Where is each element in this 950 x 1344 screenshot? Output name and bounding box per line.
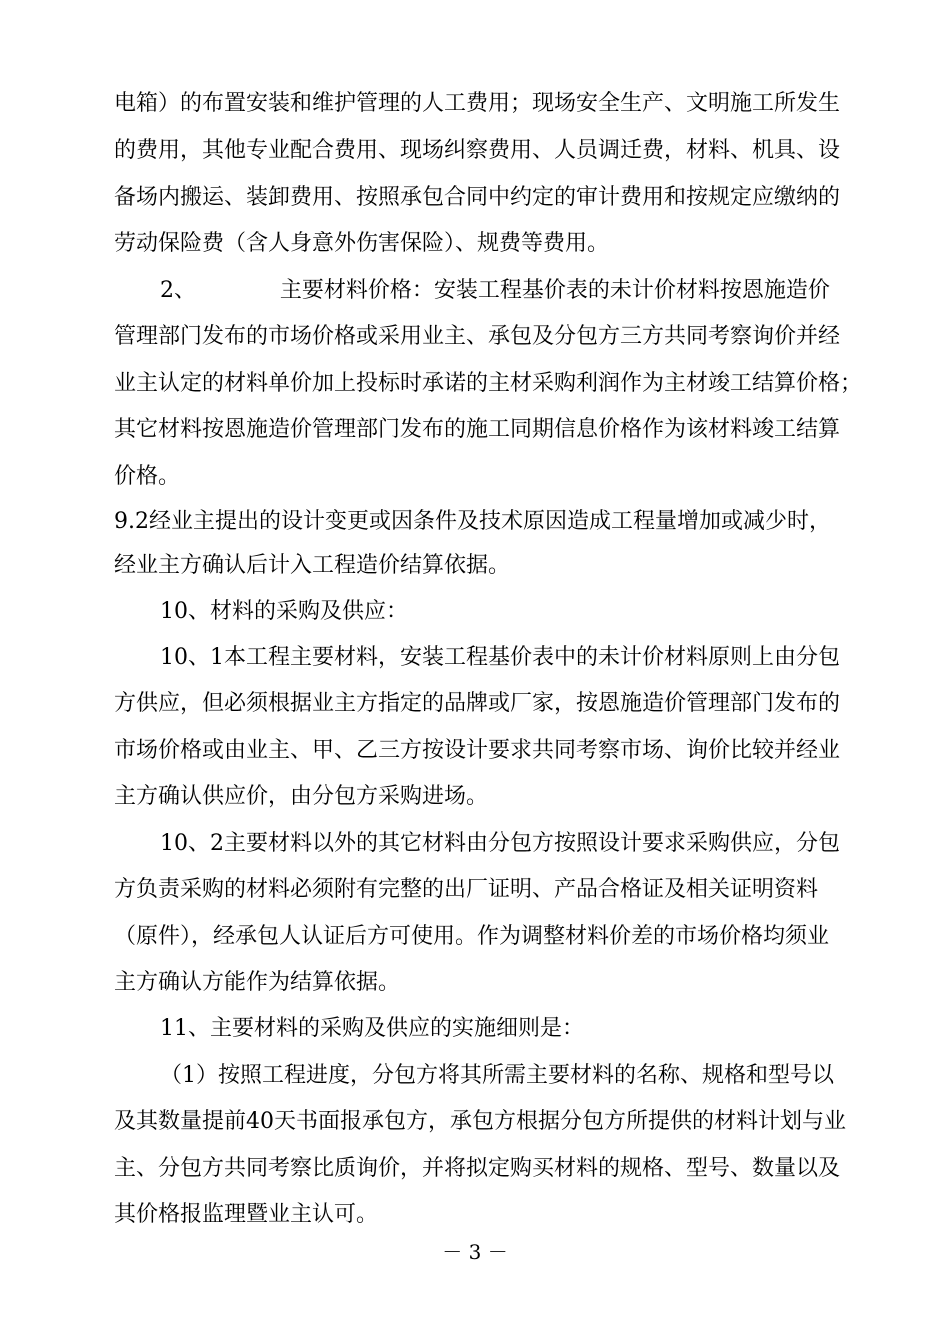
text-line: 9.2经业主提出的设计变更或因条件及技术原因造成工程量增加或减少时， — [114, 509, 831, 534]
text-line: 及其数量提前40天书面报承包方，承包方根据分包方所提供的材料计划与业 — [114, 1109, 846, 1134]
page-number: － 3 － — [442, 1240, 508, 1264]
text-line: 10、2主要材料以外的其它材料由分包方按照设计要求采购供应，分包 — [160, 831, 840, 856]
text-line: 管理部门发布的市场价格或采用业主、承包及分包方三方共同考察询价并经 — [114, 324, 841, 349]
text-line: 其价格报监理暨业主认可。 — [114, 1202, 379, 1227]
text-line: （1）按照工程进度，分包方将其所需主要材料的名称、规格和型号以 — [160, 1063, 834, 1088]
text-line: 11、主要材料的采购及供应的实施细则是： — [160, 1016, 584, 1041]
text-line: 市场价格或由业主、甲、乙三方按设计要求共同考察市场、询价比较并经业 — [114, 738, 841, 763]
text-line: 劳动保险费（含人身意外伤害保险）、规费等费用。 — [114, 231, 610, 256]
text-line: 电箱）的布置安装和维护管理的人工费用；现场安全生产、文明施工所发生 — [114, 91, 841, 116]
text-line: 方负责采购的材料必须附有完整的出厂证明、产品合格证及相关证明资料 — [114, 877, 819, 902]
text-line: 备场内搬运、装卸费用、按照承包合同中约定的审计费用和按规定应缴纳的 — [114, 185, 841, 210]
text-line: 价格。 — [114, 464, 181, 489]
text-line: 方供应，但必须根据业主方指定的品牌或厂家，按恩施造价管理部门发布的 — [114, 691, 841, 716]
text-line: 主方确认供应价，由分包方采购进场。 — [114, 784, 489, 809]
text-line: 主方确认方能作为结算依据。 — [114, 970, 401, 995]
text-line: 2、 主要材料价格：安装工程基价表的未计价材料按恩施造价 — [160, 278, 830, 303]
text-line: 业主认定的材料单价加上投标时承诺的主材采购利润作为主材竣工结算价格； — [114, 371, 863, 396]
text-line: 10、1本工程主要材料，安装工程基价表中的未计价材料原则上由分包 — [160, 645, 840, 670]
text-line: 其它材料按恩施造价管理部门发布的施工同期信息价格作为该材料竣工结算 — [114, 417, 841, 442]
text-line: 经业主方确认后计入工程造价结算依据。 — [114, 553, 511, 578]
text-line: （原件），经承包人认证后方可使用。作为调整材料价差的市场价格均须业 — [114, 924, 830, 949]
text-line: 10、材料的采购及供应： — [160, 599, 408, 624]
text-line: 的费用，其他专业配合费用、现场纠察费用、人员调迁费，材料、机具、设 — [114, 138, 841, 163]
text-line: 主、分包方共同考察比质询价，并将拟定购买材料的规格、型号、数量以及 — [114, 1156, 841, 1181]
